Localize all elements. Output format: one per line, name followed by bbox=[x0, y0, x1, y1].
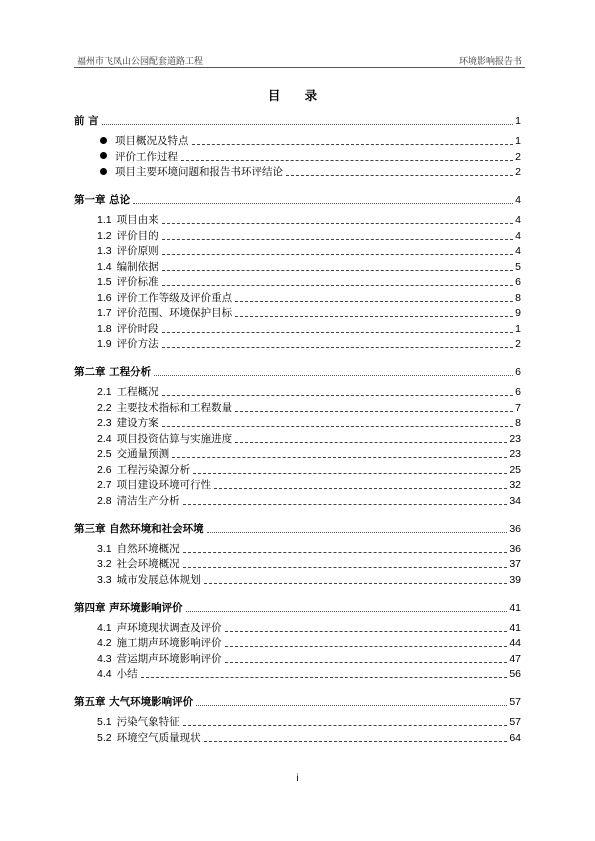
toc-entry-chapter[interactable] bbox=[74, 522, 521, 536]
toc-entry-page: 37 bbox=[509, 558, 521, 570]
toc-entry-page: 2 bbox=[515, 166, 521, 178]
toc-entry-label bbox=[100, 150, 178, 164]
toc-entry-chapter[interactable] bbox=[74, 601, 521, 615]
toc-entry-text: 评价工作等级及评价重点 bbox=[116, 291, 233, 304]
toc-entry-text: 污染气象特征 bbox=[116, 716, 180, 728]
toc-entry-label bbox=[97, 401, 232, 415]
toc-entry-label bbox=[97, 542, 180, 556]
toc-entry-number: 4.4 bbox=[97, 668, 112, 680]
toc-entry-section[interactable] bbox=[97, 636, 521, 650]
toc-entry-text: 评价范围、环境保护目标 bbox=[116, 307, 233, 319]
toc-entry-label bbox=[97, 291, 232, 305]
toc-entry-page: 23 bbox=[509, 432, 521, 445]
toc-entry-number: 1.3 bbox=[97, 245, 112, 257]
toc-entry-number: 5.1 bbox=[97, 716, 112, 728]
toc-entry-label bbox=[97, 416, 159, 430]
toc-entry-text: 建设方案 bbox=[116, 417, 159, 429]
toc-entry-page: 57 bbox=[509, 696, 521, 708]
toc-entry-label bbox=[97, 715, 180, 729]
toc-leader bbox=[162, 284, 514, 286]
toc-entry-number: 2.2 bbox=[97, 401, 112, 414]
toc-entry-label bbox=[97, 557, 180, 571]
page-number: i bbox=[296, 773, 299, 784]
toc-entry-number: 1.1 bbox=[97, 214, 112, 226]
toc-entry-number: 5.2 bbox=[97, 731, 112, 744]
toc-entry-text: 施工期声环境影响评价 bbox=[116, 637, 222, 649]
toc-entry-number: 2.7 bbox=[97, 479, 112, 491]
toc-entry-label bbox=[97, 667, 138, 681]
toc-entry-number: 1.4 bbox=[97, 260, 112, 273]
toc-entry-number: 1.7 bbox=[97, 307, 112, 319]
toc-entry-text: 自然环境概况 bbox=[116, 542, 180, 555]
toc-entry-text: 项目主要环境问题和报告书环评结论 bbox=[115, 166, 283, 178]
toc-entry-text: 环境空气质量现状 bbox=[116, 731, 201, 744]
toc-entry-label bbox=[97, 306, 232, 320]
toc-entry-label bbox=[74, 601, 183, 615]
toc-entry-text: 第三章 自然环境和社会环境 bbox=[74, 522, 204, 535]
toc-leader bbox=[235, 410, 513, 412]
toc-leader bbox=[102, 123, 514, 125]
toc-leader bbox=[225, 661, 508, 663]
toc-entry-bullet[interactable] bbox=[100, 165, 521, 179]
toc-entry-section[interactable] bbox=[97, 275, 521, 289]
toc-leader bbox=[162, 425, 514, 427]
toc-leader bbox=[235, 441, 507, 443]
toc-leader bbox=[235, 315, 513, 317]
toc-entry-page: 44 bbox=[509, 637, 521, 649]
toc-entry-text: 城市发展总体规划 bbox=[116, 573, 201, 586]
toc-entry-page: 41 bbox=[509, 601, 521, 614]
toc-entry-section[interactable] bbox=[97, 244, 521, 258]
toc-entry-page: 4 bbox=[515, 214, 521, 226]
toc-entry-label bbox=[74, 365, 151, 379]
toc-entry-chapter[interactable] bbox=[74, 114, 521, 128]
toc-entry-label bbox=[74, 695, 193, 709]
toc-entry-section[interactable] bbox=[97, 322, 521, 336]
toc-entry-text: 工程概况 bbox=[116, 386, 159, 398]
toc-entry-page: 7 bbox=[515, 401, 521, 414]
toc-entry-page: 6 bbox=[515, 366, 521, 378]
toc-entry-section[interactable] bbox=[97, 291, 521, 305]
toc-entry-number: 4.1 bbox=[97, 621, 112, 634]
toc-leader bbox=[183, 724, 508, 726]
toc-entry-text: 项目建设环境可行性 bbox=[116, 479, 212, 491]
toc-entry-number: 2.6 bbox=[97, 463, 112, 476]
toc-entry-page: 2 bbox=[515, 150, 521, 163]
toc-leader bbox=[162, 238, 514, 240]
toc-entry-label bbox=[97, 385, 159, 399]
bullet-icon bbox=[100, 152, 107, 159]
toc-entry-label bbox=[97, 636, 222, 650]
toc-entry-text: 第四章 声环境影响评价 bbox=[74, 601, 183, 614]
toc-entry-section[interactable] bbox=[97, 573, 521, 587]
toc-entry-text: 第五章 大气环境影响评价 bbox=[74, 696, 194, 708]
toc-leader bbox=[196, 704, 507, 706]
toc-entry-section[interactable] bbox=[97, 306, 521, 320]
toc-entry-section[interactable] bbox=[97, 652, 521, 666]
toc-entry-label bbox=[97, 213, 159, 227]
toc-leader bbox=[183, 551, 508, 553]
header-rule bbox=[74, 67, 525, 68]
toc-leader bbox=[204, 740, 508, 742]
toc-entry-text: 编制依据 bbox=[116, 260, 159, 273]
bullet-icon bbox=[100, 168, 107, 175]
toc-entry-bullet[interactable] bbox=[100, 150, 521, 164]
toc-entry-number: 3.2 bbox=[97, 558, 112, 570]
toc-entry-label bbox=[97, 731, 201, 745]
bullet-icon bbox=[100, 137, 107, 144]
toc-entry-section[interactable] bbox=[97, 463, 521, 477]
toc-leader bbox=[162, 269, 514, 271]
toc-entry-section[interactable] bbox=[97, 494, 521, 508]
toc-entry-text: 营运期声环境影响评价 bbox=[116, 652, 222, 665]
toc-entry-page: 47 bbox=[509, 652, 521, 665]
toc-leader bbox=[162, 253, 514, 255]
toc-entry-label bbox=[97, 573, 201, 587]
toc-entry-label bbox=[97, 447, 169, 461]
toc-leader bbox=[193, 472, 507, 474]
page-header-left: 福州市飞凤山公园配套道路工程 bbox=[77, 57, 204, 67]
toc-entry-number: 2.5 bbox=[97, 448, 112, 460]
toc-entry-text: 前 言 bbox=[74, 115, 99, 127]
toc-entry-label bbox=[100, 165, 283, 179]
toc-entry-page: 39 bbox=[509, 573, 521, 586]
toc-leader bbox=[192, 143, 514, 145]
toc-leader bbox=[162, 394, 514, 396]
toc-entry-label bbox=[97, 494, 180, 508]
toc-entry-section[interactable] bbox=[97, 447, 521, 461]
toc-entry-number: 1.5 bbox=[97, 276, 112, 288]
toc-entry-page: 57 bbox=[509, 716, 521, 728]
toc-entry-section[interactable] bbox=[97, 260, 521, 274]
toc-entry-label bbox=[74, 522, 204, 536]
toc-leader bbox=[154, 374, 513, 376]
toc-entry-label bbox=[97, 322, 159, 336]
toc-entry-label bbox=[97, 337, 159, 351]
toc-entry-text: 主要技术指标和工程数量 bbox=[116, 401, 233, 414]
toc-title: 目 录 bbox=[267, 88, 328, 103]
toc-entry-number: 1.9 bbox=[97, 338, 112, 350]
toc-entry-page: 1 bbox=[515, 115, 521, 127]
toc-leader bbox=[235, 300, 513, 302]
toc-entry-page: 6 bbox=[515, 386, 521, 398]
toc-entry-page: 56 bbox=[509, 668, 521, 680]
toc-entry-text: 社会环境概况 bbox=[116, 558, 180, 570]
toc-entry-label bbox=[97, 621, 222, 635]
toc-entry-section[interactable] bbox=[97, 557, 521, 571]
toc-leader bbox=[207, 531, 508, 533]
toc-entry-text: 评价原则 bbox=[116, 245, 159, 257]
toc-entry-page: 41 bbox=[509, 621, 521, 634]
toc-entry-section[interactable] bbox=[97, 621, 521, 635]
toc-entry-text: 第二章 工程分析 bbox=[74, 366, 152, 378]
toc-entry-page: 5 bbox=[515, 260, 521, 273]
toc-entry-page: 25 bbox=[509, 463, 521, 476]
toc-entry-section[interactable] bbox=[97, 667, 521, 681]
toc-entry-section[interactable] bbox=[97, 432, 521, 446]
toc-entry-page: 1 bbox=[515, 135, 521, 147]
toc-entry-section[interactable] bbox=[97, 731, 521, 745]
toc-leader bbox=[181, 159, 513, 161]
toc-entry-section[interactable] bbox=[97, 229, 521, 243]
toc-entry-page: 9 bbox=[515, 307, 521, 319]
toc-entry-label bbox=[97, 260, 159, 274]
toc-entry-page: 36 bbox=[509, 542, 521, 555]
toc-entry-number: 3.1 bbox=[97, 542, 112, 555]
toc-entry-label bbox=[97, 652, 222, 666]
toc-entry-section[interactable] bbox=[97, 478, 521, 492]
toc-entry-section[interactable] bbox=[97, 401, 521, 415]
toc-entry-text: 小结 bbox=[116, 668, 138, 680]
toc-entry-number: 2.8 bbox=[97, 494, 112, 507]
toc-entry-page: 4 bbox=[515, 245, 521, 257]
toc-entry-label bbox=[97, 478, 211, 492]
toc-entry-page: 1 bbox=[515, 322, 521, 335]
toc-entry-page: 4 bbox=[515, 194, 521, 206]
toc-entry-label bbox=[74, 114, 99, 128]
toc-leader bbox=[162, 222, 514, 224]
toc-entry-chapter[interactable] bbox=[74, 695, 521, 709]
toc-entry-page: 2 bbox=[515, 338, 521, 350]
toc-leader bbox=[286, 174, 513, 176]
toc-entry-text: 评价方法 bbox=[116, 338, 159, 350]
toc-entry-text: 清洁生产分析 bbox=[116, 494, 180, 507]
toc-entry-page: 6 bbox=[515, 276, 521, 288]
toc-entry-page: 23 bbox=[509, 448, 521, 460]
toc-entry-number: 2.3 bbox=[97, 417, 112, 429]
toc-entry-page: 8 bbox=[515, 417, 521, 429]
toc-entry-label bbox=[97, 229, 159, 243]
toc-leader bbox=[214, 487, 507, 489]
toc-leader bbox=[183, 503, 508, 505]
toc-entry-section[interactable] bbox=[97, 542, 521, 556]
page-header-right: 环境影响报告书 bbox=[458, 57, 522, 67]
toc-entry-page: 32 bbox=[509, 479, 521, 491]
toc-entry-section[interactable] bbox=[97, 416, 521, 430]
toc-leader bbox=[225, 630, 508, 632]
toc-entry-text: 评价时段 bbox=[116, 322, 159, 335]
toc-leader bbox=[162, 346, 514, 348]
toc-entry-text: 项目由来 bbox=[116, 214, 159, 226]
toc-entry-label bbox=[97, 432, 232, 446]
toc-leader bbox=[225, 645, 508, 647]
toc-entry-text: 项目投资估算与实施进度 bbox=[116, 432, 233, 445]
toc-leader bbox=[141, 676, 508, 678]
toc-entry-page: 36 bbox=[509, 522, 521, 535]
toc-entry-section[interactable] bbox=[97, 213, 521, 227]
toc-entry-section[interactable] bbox=[97, 715, 521, 729]
toc-entry-text: 评价目的 bbox=[116, 229, 159, 242]
toc-entry-page: 4 bbox=[515, 229, 521, 242]
toc-entry-page: 34 bbox=[509, 494, 521, 507]
toc-entry-text: 评价标准 bbox=[116, 276, 159, 288]
toc-entry-section[interactable] bbox=[97, 337, 521, 351]
toc-leader bbox=[133, 202, 513, 204]
toc-entry-label bbox=[97, 244, 159, 258]
toc-leader bbox=[204, 582, 508, 584]
toc-entry-page: 8 bbox=[515, 291, 521, 304]
toc-entry-chapter[interactable] bbox=[74, 193, 521, 207]
toc-leader bbox=[172, 456, 507, 458]
toc-leader bbox=[186, 610, 508, 612]
toc-entry-label bbox=[74, 193, 130, 207]
toc-entry-number: 2.4 bbox=[97, 432, 112, 445]
toc-entry-label bbox=[97, 463, 190, 477]
toc-entry-bullet[interactable] bbox=[100, 134, 521, 148]
toc-entry-section[interactable] bbox=[97, 385, 521, 399]
toc-entry-text: 声环境现状调查及评价 bbox=[116, 621, 222, 634]
toc-entry-text: 交通量预测 bbox=[116, 448, 170, 460]
toc-leader bbox=[162, 331, 514, 333]
toc-entry-label bbox=[97, 275, 159, 289]
toc-entry-number: 3.3 bbox=[97, 573, 112, 586]
toc-entry-text: 项目概况及特点 bbox=[115, 135, 189, 147]
toc-entry-number: 1.6 bbox=[97, 291, 112, 304]
toc-entry-text: 工程污染源分析 bbox=[116, 463, 191, 476]
toc-entry-number: 2.1 bbox=[97, 386, 112, 398]
toc-entry-text: 评价工作过程 bbox=[115, 150, 178, 163]
toc-entry-chapter[interactable] bbox=[74, 365, 521, 379]
toc-leader bbox=[183, 566, 508, 568]
toc-entry-number: 4.2 bbox=[97, 637, 112, 649]
toc-entry-number: 4.3 bbox=[97, 652, 112, 665]
toc-entry-label bbox=[100, 134, 189, 148]
toc-entry-number: 1.8 bbox=[97, 322, 112, 335]
toc-entry-page: 64 bbox=[509, 731, 521, 744]
toc-entry-text: 第一章 总论 bbox=[74, 194, 131, 206]
toc-entry-number: 1.2 bbox=[97, 229, 112, 242]
